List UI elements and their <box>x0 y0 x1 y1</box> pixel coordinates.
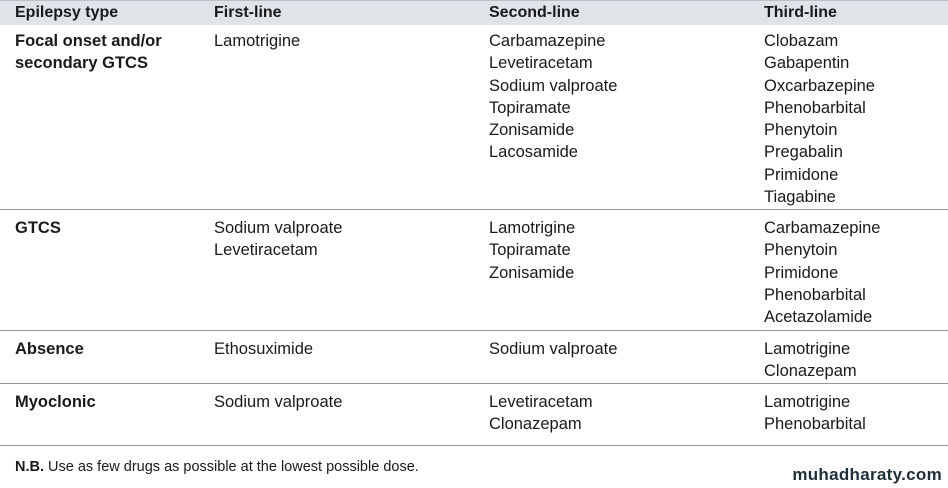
drug-name: Oxcarbazepine <box>764 76 875 95</box>
footnote <box>15 459 419 475</box>
drug-name: Ethosuximide <box>214 340 314 358</box>
row-first-line <box>214 391 342 413</box>
row-third-line <box>764 391 866 436</box>
drug-name: Sodium valproate <box>489 340 618 358</box>
drug-name: Carbamazepine <box>764 219 881 237</box>
row-third-line <box>764 30 875 208</box>
row-first-line <box>214 30 300 52</box>
drug-name: Sodium valproate <box>489 76 618 95</box>
drug-name: Phenytoin <box>764 121 838 140</box>
epilepsy-type-text: Focal onset and/or <box>15 32 162 50</box>
drug-name: Pregabalin <box>764 143 843 162</box>
drug-name: Levetiracetam <box>489 393 593 411</box>
drug-name: Primidone <box>764 165 839 184</box>
drug-name: Phenytoin <box>764 241 838 260</box>
drug-name: Sodium valproate <box>214 393 343 411</box>
drug-name: Phenobarbital <box>764 415 866 434</box>
note-divider <box>0 445 948 446</box>
header-second-line: Second-line <box>489 4 580 21</box>
row-divider <box>0 209 948 210</box>
header-third-line: Third-line <box>764 4 837 21</box>
row-epilepsy-type <box>15 338 84 360</box>
drug-name: Lamotrigine <box>214 32 301 50</box>
row-third-line <box>764 217 880 328</box>
epilepsy-type-text: secondary GTCS <box>15 54 148 73</box>
drug-name: Gabapentin <box>764 54 850 73</box>
drug-name: Clobazam <box>764 32 839 50</box>
drug-name: Lacosamide <box>489 143 578 162</box>
row-epilepsy-type <box>15 217 61 239</box>
drug-name: Sodium valproate <box>214 219 343 237</box>
row-divider <box>0 330 948 331</box>
drug-name: Topiramate <box>489 98 571 117</box>
drug-name: Lamotrigine <box>489 219 576 237</box>
row-first-line <box>214 338 313 360</box>
epilepsy-type-text: Absence <box>15 340 84 358</box>
row-second-line <box>489 338 617 360</box>
drug-name: Levetiracetam <box>214 241 318 260</box>
drug-name: Phenobarbital <box>764 285 866 304</box>
drug-name: Acetazolamide <box>764 308 873 327</box>
row-second-line <box>489 30 617 164</box>
drug-name: Primidone <box>764 263 839 282</box>
drug-name: Tiagabine <box>764 188 836 207</box>
drug-name: Zonisamide <box>489 263 575 282</box>
drug-name: Levetiracetam <box>489 54 593 73</box>
drug-name: Lamotrigine <box>764 340 851 358</box>
epilepsy-type-text: GTCS <box>15 219 61 237</box>
header-epilepsy-type: Epilepsy type <box>15 4 119 21</box>
row-epilepsy-type <box>15 391 96 413</box>
row-divider <box>0 383 948 384</box>
epilepsy-type-text: Myoclonic <box>15 393 96 411</box>
drug-name: Clonazepam <box>764 362 857 381</box>
row-second-line <box>489 391 593 436</box>
footnote-text: Use as few drugs as possible at the lowest possible dose. <box>44 459 419 475</box>
row-second-line <box>489 217 575 284</box>
drug-name: Lamotrigine <box>764 393 851 411</box>
row-first-line <box>214 217 342 262</box>
drug-name: Carbamazepine <box>489 32 606 50</box>
footnote-label: N.B. <box>15 459 44 475</box>
drug-name: Clonazepam <box>489 415 582 434</box>
row-third-line <box>764 338 857 383</box>
drug-name: Zonisamide <box>489 121 575 140</box>
header-first-line: First-line <box>214 4 282 21</box>
watermark: muhadharaty.com <box>792 465 942 484</box>
drug-name: Phenobarbital <box>764 98 866 117</box>
row-epilepsy-type <box>15 30 162 75</box>
table-header <box>0 0 948 25</box>
drug-name: Topiramate <box>489 241 571 260</box>
